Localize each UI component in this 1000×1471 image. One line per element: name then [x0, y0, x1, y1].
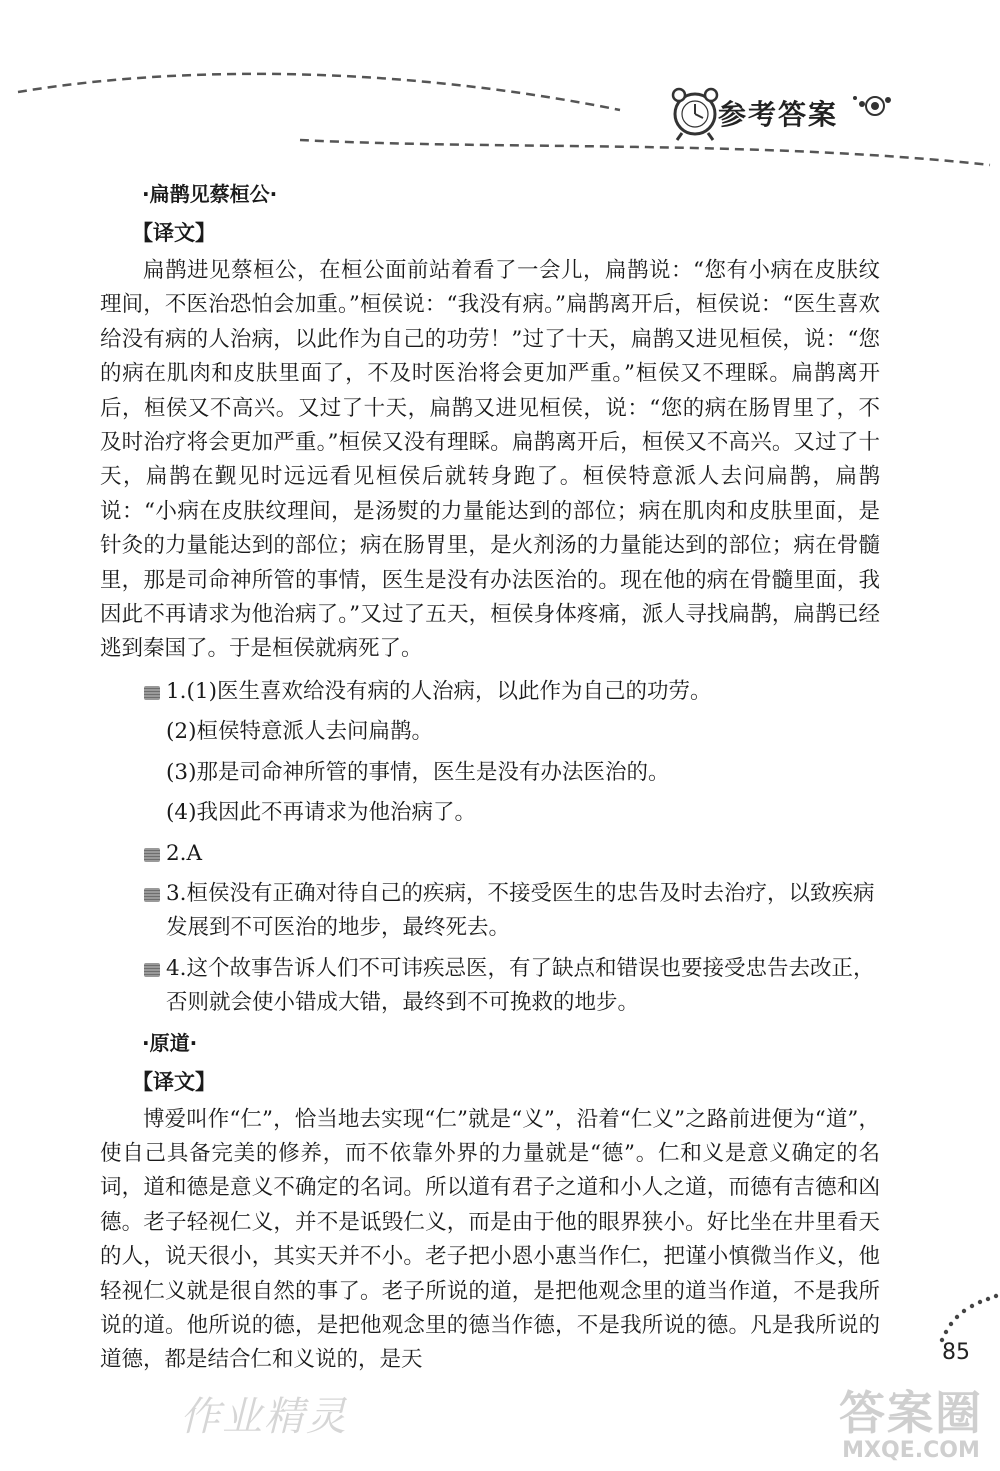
header-decoration	[0, 0, 1000, 180]
answer-marker-icon	[144, 888, 160, 902]
section-title-yuandao: ·原道·	[142, 1030, 198, 1055]
answer-item	[100, 675, 880, 709]
translation-paragraph-bianque: 扁鹊进见蔡桓公，在桓公面前站着看了一会儿，扁鹊说：“您有小病在皮肤纹理间，不医治恐怕会加重。”桓侯说：“我没有病。”扁鹊离开后，桓侯说：“医生喜欢给没有病的人治病，以此作为自己的功劳！”过了十天，扁鹊又进见桓侯，说：“您的病在肌肉和皮肤里面了，不及时医治将会更加严重。”桓侯又不理睬。扁鹊离开后，桓侯又不高兴。又过了十天，扁鹊又进见桓侯，说：“您的病在肠胃里了，不及时治疗将会更加严重。”桓侯又没有理睬。扁鹊离开后，桓侯又不高兴。又过了十天，扁鹊在觐见时远远看见桓侯后就转身跑了。桓侯特意派人去问扁鹊，扁鹊说：“小病在皮肤纹理间，是汤熨的力量能达到的部位；病在肌肉和皮肤里面，是针灸的力量能达到的部位；病在肠胃里，是火剂汤的力量能达到的部位；病在骨髓里，那是司命神所管的事情，医生是没有办法医治的。现在他的病在骨髓里面，我因此不再请求为他治病了。”又过了五天，桓侯身体疼痛，派人寻找扁鹊，扁鹊已经逃到秦国了。于是桓侯就病死了。	[100, 258, 880, 662]
answer-sub-item: (3)那是司命神所管的事情，医生是没有办法医治的。	[166, 759, 670, 785]
answer-content	[100, 178, 880, 1378]
alarm-clock-icon	[673, 89, 717, 140]
translation-paragraph-yuandao: 博爱叫作“仁”，恰当地去实现“仁”就是“义”，沿着“仁义”之路前进便为“道”，使自己具备完美的修养，而不依靠外界的力量就是“德”。仁和义是意义确定的名词，道和德是意义不确定的名词。所以道有君子之道和小人之道，而德有吉德和凶德。老子轻视仁义，并不是诋毁仁义，而是由于他的眼界狭小。好比坐在井里看天的人，说天很小，其实天并不小。老子把小恩小惠当作仁，把谨小慎微当作义，他轻视仁义就是很自然的事了。老子所说的道，是把他观念里的道当作道，不是我所说的道。他所说的德，是把他观念里的德当作德，不是我所说的德。凡是我所说的道德，都是结合仁和义说的，是天	[100, 1106, 880, 1373]
translation-tag: 【译文】	[132, 1069, 216, 1094]
watermark-url: MXQE.COM	[842, 1438, 980, 1463]
answer-text: 1.(1)医生喜欢给没有病的人治病，以此作为自己的功劳。	[166, 678, 712, 704]
section-title-bianque: ·扁鹊见蔡桓公·	[142, 182, 278, 206]
answer-sub-item: (4)我因此不再请求为他治病了。	[166, 800, 476, 826]
site-watermark	[826, 1388, 996, 1468]
answer-item	[100, 877, 880, 946]
answer-item	[100, 952, 880, 1021]
page-header-title: 参考答案	[718, 98, 839, 131]
page-number: 85	[942, 1340, 970, 1365]
answer-marker-icon	[144, 848, 160, 862]
answer-sub-item: (2)桓侯特意派人去问扁鹊。	[166, 719, 433, 745]
footer-brand-mark: 作业精灵	[180, 1394, 348, 1440]
answer-list	[100, 675, 880, 1021]
answer-item	[100, 837, 880, 871]
answer-marker-icon	[144, 963, 160, 977]
flower-icon	[853, 96, 891, 115]
answer-text: 3.桓侯没有正确对待自己的疾病，不接受医生的忠告及时去治疗，以致疾病发展到不可医治的地步，最终死去。	[166, 880, 875, 941]
answer-text: 4.这个故事告诉人们不可讳疾忌医，有了缺点和错误也要接受忠告去改正，否则就会使小错成大错，最终到不可挽救的地步。	[166, 955, 875, 1016]
answer-text: 2.A	[166, 840, 203, 866]
watermark-logo-text: 答案圈	[839, 1386, 983, 1440]
answer-marker-icon	[144, 686, 160, 700]
translation-tag: 【译文】	[132, 221, 216, 245]
